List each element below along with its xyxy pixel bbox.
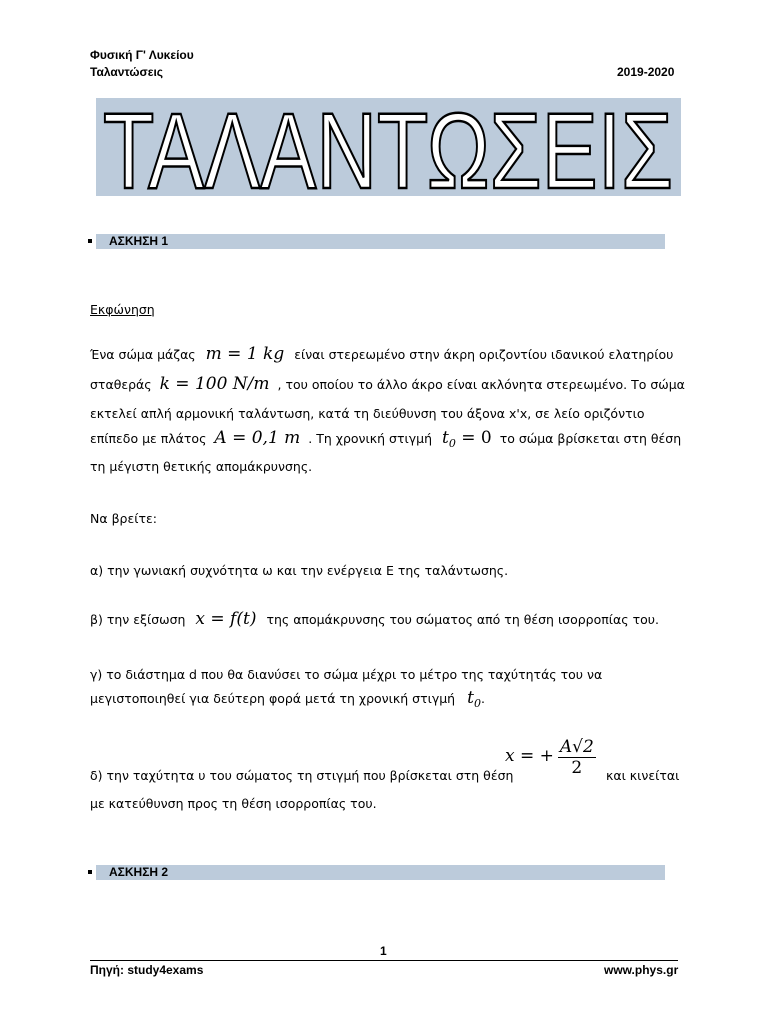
footer-divider bbox=[90, 960, 678, 961]
exercise-2-title: ΑΣΚΗΣΗ 2 bbox=[109, 865, 169, 879]
statement-line-3: εκτελεί απλή αρμονική ταλάντωση, κατά τη διεύθυνση του άξονα x'x, σε λείο οριζόντιο bbox=[90, 406, 645, 421]
statement-line-4: επίπεδο με πλάτος A = 0,1 m . Τη χρονική στιγμή $t_0 = 0$ το σώμα βρίσκεται στη θέση bbox=[90, 428, 682, 450]
question-d-line-2: με κατεύθυνση προς τη θέση ισορροπίας του. bbox=[90, 796, 377, 811]
question-c-line-2: μεγιστοποιηθεί για δεύτερη φορά μετά τη χρονική στιγμή $t_0$. bbox=[90, 688, 485, 710]
math-mass: m = 1 kg bbox=[205, 344, 285, 364]
statement-heading: Εκφώνηση bbox=[90, 302, 155, 317]
footer-source: Πηγή: study4exams bbox=[90, 963, 204, 977]
exercise-1-title: ΑΣΚΗΣΗ 1 bbox=[109, 234, 169, 248]
question-d-line-1: δ) την ταχύτητα υ του σώματος τη στιγμή που βρίσκεται στη θέση bbox=[90, 768, 514, 783]
math-x-of-t: x = f(t) bbox=[195, 609, 257, 629]
math-t0: $t_0 = 0$ bbox=[441, 428, 492, 450]
banner-title: ΤΑΛΑΝΤΩΣΕΙΣ bbox=[103, 90, 673, 211]
page-number: 1 bbox=[380, 944, 387, 958]
math-fraction: $\frac{A√2}{2}$ bbox=[559, 737, 594, 778]
question-b: β) την εξίσωση x = f(t) της απομάκρυνσης του σώματος από τη θέση ισορροπίας του. bbox=[90, 609, 659, 629]
exercise-2-heading bbox=[96, 865, 665, 880]
statement-line-1: Ένα σώμα μάζας m = 1 kg είναι στερεωμένο στην άκρη οριζοντίου ιδανικού ελατηρίου bbox=[90, 344, 674, 364]
bullet-icon bbox=[88, 239, 92, 243]
math-amplitude: A = 0,1 m bbox=[214, 428, 301, 448]
math-t0-c: $t_0$ bbox=[467, 688, 481, 710]
footer-site: www.phys.gr bbox=[604, 963, 679, 977]
exercise-1-heading bbox=[96, 234, 665, 249]
statement-line-5: τη μέγιστη θετικής απομάκρυνσης. bbox=[90, 459, 313, 474]
question-d-moves: και κινείται bbox=[606, 768, 680, 783]
find-label: Να βρείτε: bbox=[90, 511, 157, 526]
question-c-line-1: γ) το διάστημα d που θα διανύσει το σώμα μέχρι το μέτρο της ταχύτητάς του να bbox=[90, 667, 603, 682]
header-topic: Ταλαντώσεις bbox=[90, 65, 164, 79]
header-year: 2019-2020 bbox=[617, 65, 675, 79]
bullet-icon bbox=[88, 870, 92, 874]
header-subject: Φυσική Γ' Λυκείου bbox=[90, 48, 194, 62]
question-a: α) την γωνιακή συχνότητα ω και την ενέργεια Ε της ταλάντωσης. bbox=[90, 563, 509, 578]
math-spring-constant: k = 100 N/m bbox=[159, 374, 270, 394]
title-banner bbox=[96, 90, 681, 211]
statement-line-2: σταθεράς k = 100 N/m , του οποίου το άλλο άκρο είναι ακλόνητα στερεωμένο. Το σώμα bbox=[90, 374, 685, 394]
math-position-expression: x = + $\frac{A√2}{2}$ bbox=[505, 737, 594, 778]
